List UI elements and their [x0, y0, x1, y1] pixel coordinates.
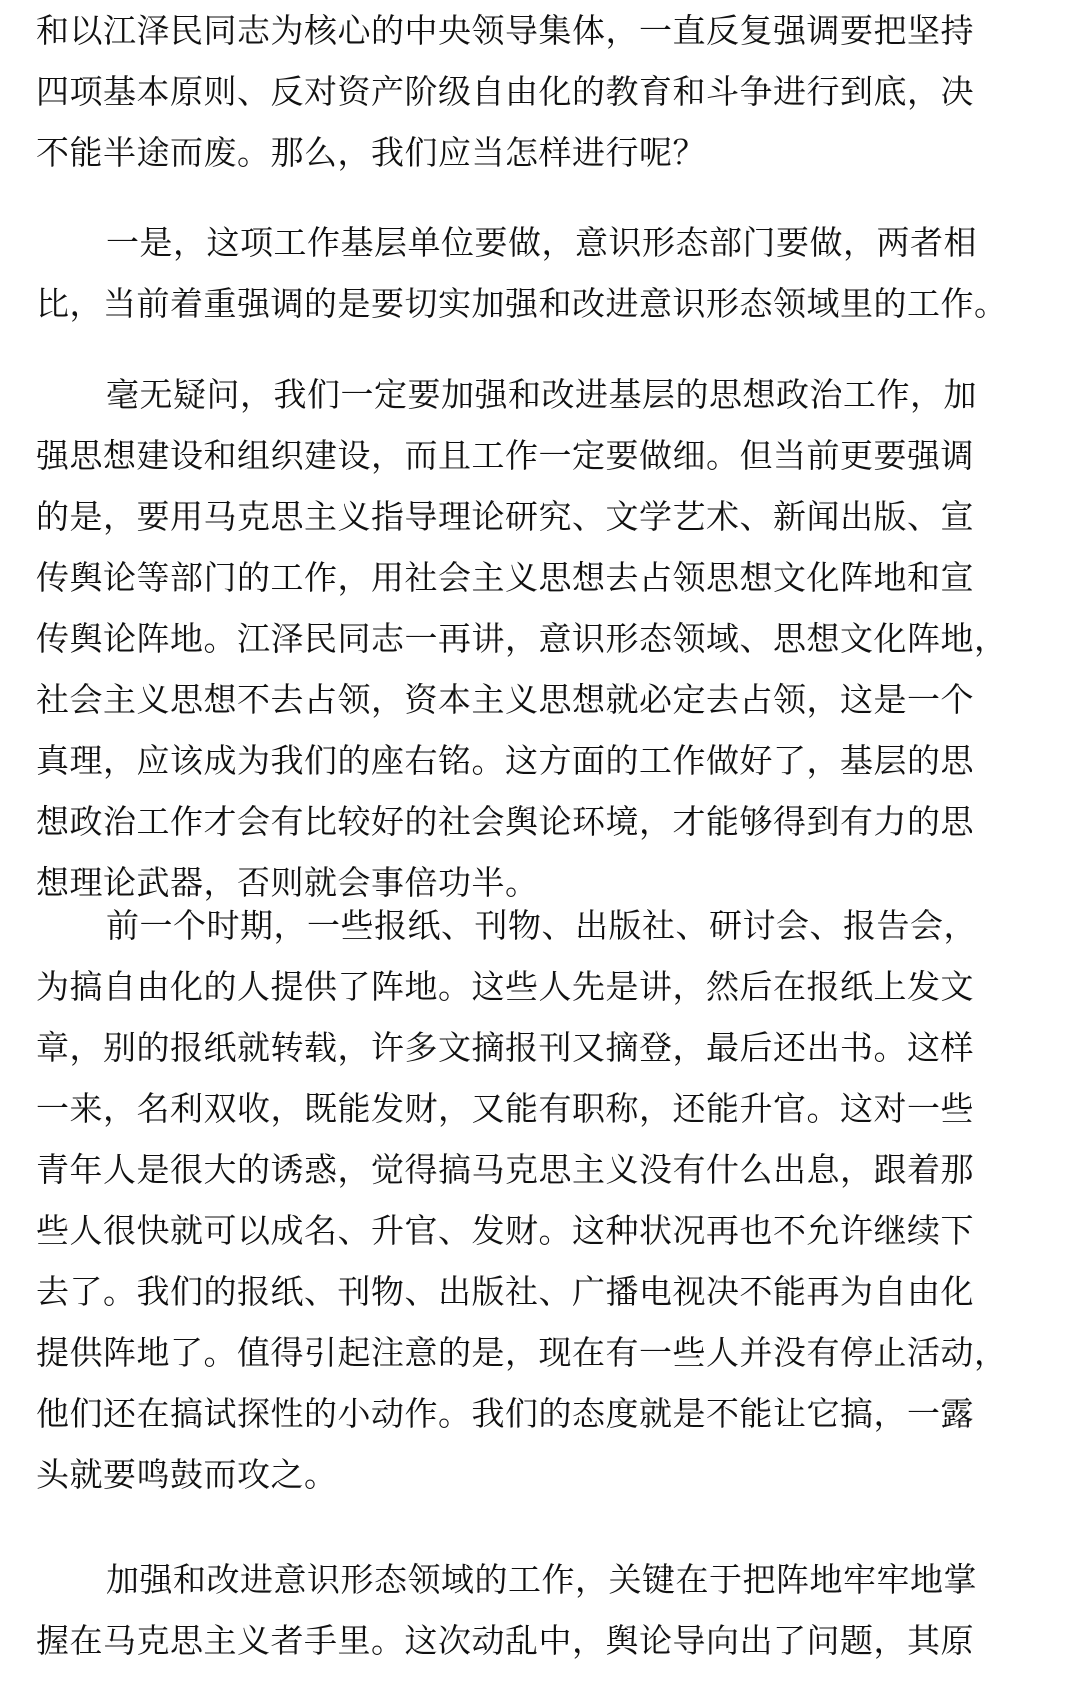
- text-line: 社会主义思想不去占领，资本主义思想就必定去占领，这是一个: [36, 680, 974, 719]
- text-line: 传舆论阵地。江泽民同志一再讲，意识形态领域、思想文化阵地，: [36, 619, 1008, 658]
- text-line: 比，当前着重强调的是要切实加强和改进意识形态领域里的工作。: [36, 284, 1008, 323]
- paragraph-2: [36, 212, 1044, 334]
- text-line: 提供阵地了。值得引起注意的是，现在有一些人并没有停止活动，: [36, 1333, 1008, 1372]
- text-line: 传舆论等部门的工作，用社会主义思想去占领思想文化阵地和宣: [36, 558, 974, 597]
- text-line: 他们还在搞试探性的小动作。我们的态度就是不能让它搞，一露: [36, 1394, 974, 1433]
- text-line: 真理，应该成为我们的座右铭。这方面的工作做好了，基层的思: [36, 741, 974, 780]
- text-line: 毫无疑问，我们一定要加强和改进基层的思想政治工作，加: [106, 375, 977, 414]
- text-line: 四项基本原则、反对资产阶级自由化的教育和斗争进行到底，决: [36, 72, 974, 111]
- text-line: 前一个时期，一些报纸、刊物、出版社、研讨会、报告会，: [106, 906, 977, 945]
- text-line: 想政治工作才会有比较好的社会舆论环境，才能够得到有力的思: [36, 802, 974, 841]
- text-line: 握在马克思主义者手里。这次动乱中，舆论导向出了问题，其原: [36, 1621, 974, 1660]
- text-line: 的是，要用马克思主义指导理论研究、文学艺术、新闻出版、宣: [36, 497, 974, 536]
- text-line: 和以江泽民同志为核心的中央领导集体，一直反复强调要把坚持: [36, 11, 974, 50]
- paragraph-1: [36, 0, 1044, 183]
- paragraph-4: [36, 895, 1044, 1505]
- text-line: 强思想建设和组织建设，而且工作一定要做细。但当前更要强调: [36, 436, 974, 475]
- text-line: 想理论武器，否则就会事倍功半。: [36, 863, 539, 902]
- text-line: 一是，这项工作基层单位要做，意识形态部门要做，两者相: [106, 223, 977, 262]
- text-line: 一来，名利双收，既能发财，又能有职称，还能升官。这对一些: [36, 1089, 974, 1128]
- text-line: 去了。我们的报纸、刊物、出版社、广播电视决不能再为自由化: [36, 1272, 974, 1311]
- text-line: 加强和改进意识形态领域的工作，关键在于把阵地牢牢地掌: [106, 1560, 977, 1599]
- text-line: 不能半途而废。那么，我们应当怎样进行呢？: [36, 133, 706, 172]
- text-line: 青年人是很大的诱惑，觉得搞马克思主义没有什么出息，跟着那: [36, 1150, 974, 1189]
- text-line: 头就要鸣鼓而攻之。: [36, 1455, 338, 1494]
- text-line: 为搞自由化的人提供了阵地。这些人先是讲，然后在报纸上发文: [36, 967, 974, 1006]
- paragraph-5: [36, 1549, 1044, 1671]
- text-line: 些人很快就可以成名、升官、发财。这种状况再也不允许继续下: [36, 1211, 974, 1250]
- paragraph-3: [36, 364, 1044, 913]
- text-line: 章，别的报纸就转载，许多文摘报刊又摘登，最后还出书。这样: [36, 1028, 974, 1067]
